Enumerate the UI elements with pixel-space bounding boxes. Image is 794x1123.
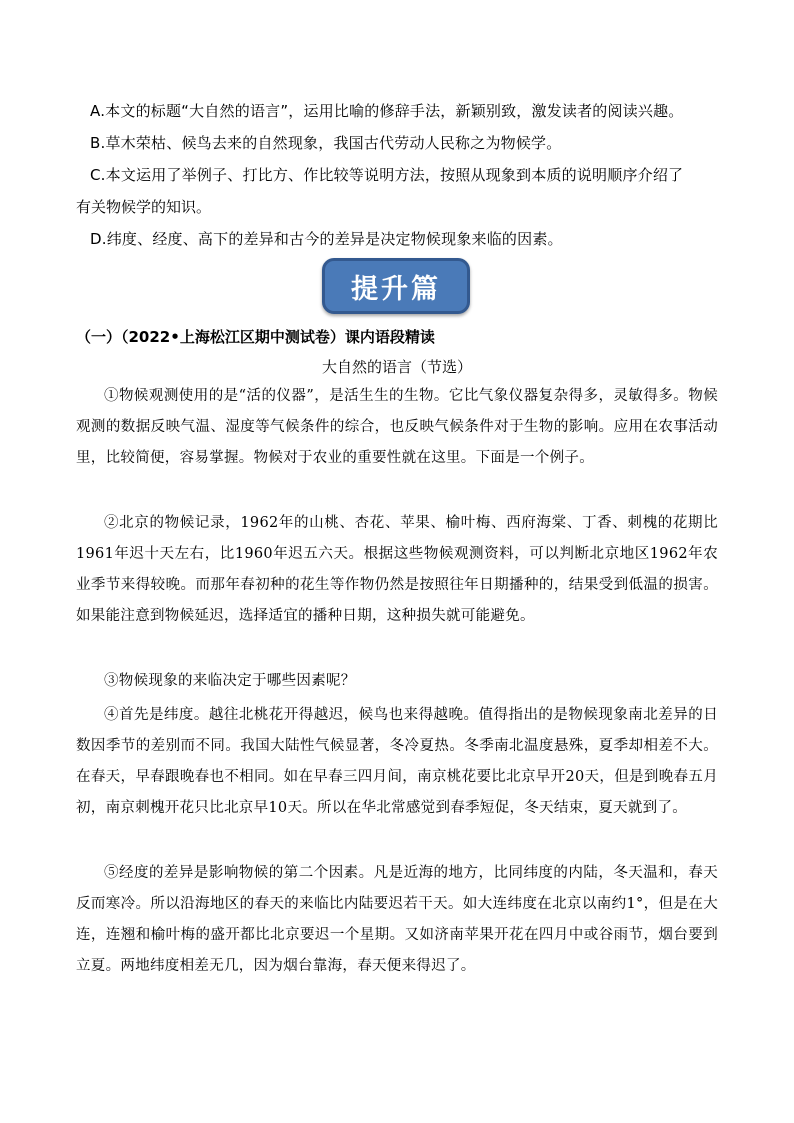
- section-badge-label: 提升篇: [351, 273, 441, 305]
- paragraph-5: ⑤经度的差异是影响物候的第二个因素。凡是近海的地方，比同纬度的内陆，冬天温和，春天反而寒冷。所以沿海地区的春天的来临比内陆要迟若干天。如大连纬度在北京以南约1°，但是在大连，连翘和榆叶梅的盛开都比北京要迟一个星期。又如济南苹果开花在四月中或谷雨节，烟台要到立夏。两地纬度相差无几，因为烟台靠海，春天便来得迟了。: [76, 865, 718, 974]
- essay-title: 大自然的语言（节选）: [321, 358, 472, 376]
- paragraph-2: ②北京的物候记录，1962年的山桃、杏花、苹果、榆叶梅、西府海棠、丁香、刺槐的花期比1961年迟十天左右，比1960年迟五六天。根据这些物候观测资料，可以判断北京地区1962年农业季节来得较晚。而那年春初种的花生等作物仍然是按照往年日期播种的，结果受到低温的损害。如果能注意到物候延迟，选择适宜的播种日期，这种损失就可能避免。: [76, 515, 718, 624]
- paragraph-4: ④首先是纬度。越往北桃花开得越迟，候鸟也来得越晚。值得指出的是物候现象南北差异的日数因季节的差别而不同。我国大陆性气候显著，冬冷夏热。冬季南北温度悬殊，夏季却相差不大。在春天，早春跟晚春也不相同。如在早春三四月间，南京桃花要比北京早开20天，但是到晚春五月初，南京刺槐开花只比北京早10天。所以在华北常感觉到春季短促，冬天结束，夏天就到了。: [76, 707, 718, 816]
- option-b: B.草木荣枯、候鸟去来的自然现象，我国古代劳动人民称之为物候学。: [90, 134, 562, 152]
- section-badge: [322, 258, 470, 314]
- paragraph-3: ③物候现象的来临决定于哪些因素呢？: [104, 673, 356, 689]
- paragraph-1: ①物候观测使用的是“活的仪器”，是活生生的生物。它比气象仪器复杂得多，灵敏得多。物候观测的数据反映气温、湿度等气候条件的综合，也反映气候条件对于生物的影响。应用在农事活动里，比较简便，容易掌握。物候对于农业的重要性就在这里。下面是一个例子。: [76, 388, 718, 466]
- option-d: D.纬度、经度、高下的差异和古今的差异是决定物候现象来临的因素。: [90, 230, 563, 248]
- option-c-line2: 有关物候学的知识。: [76, 198, 212, 216]
- option-a: A.本文的标题“大自然的语言”，运用比喻的修辞手法，新颖别致，激发读者的阅读兴趣。: [90, 102, 684, 120]
- section-heading: （一）（2022•上海松江区期中测试卷）课内语段精读: [76, 328, 435, 346]
- option-c-line1: C.本文运用了举例子、打比方、作比较等说明方法，按照从现象到本质的说明顺序介绍了: [90, 166, 684, 184]
